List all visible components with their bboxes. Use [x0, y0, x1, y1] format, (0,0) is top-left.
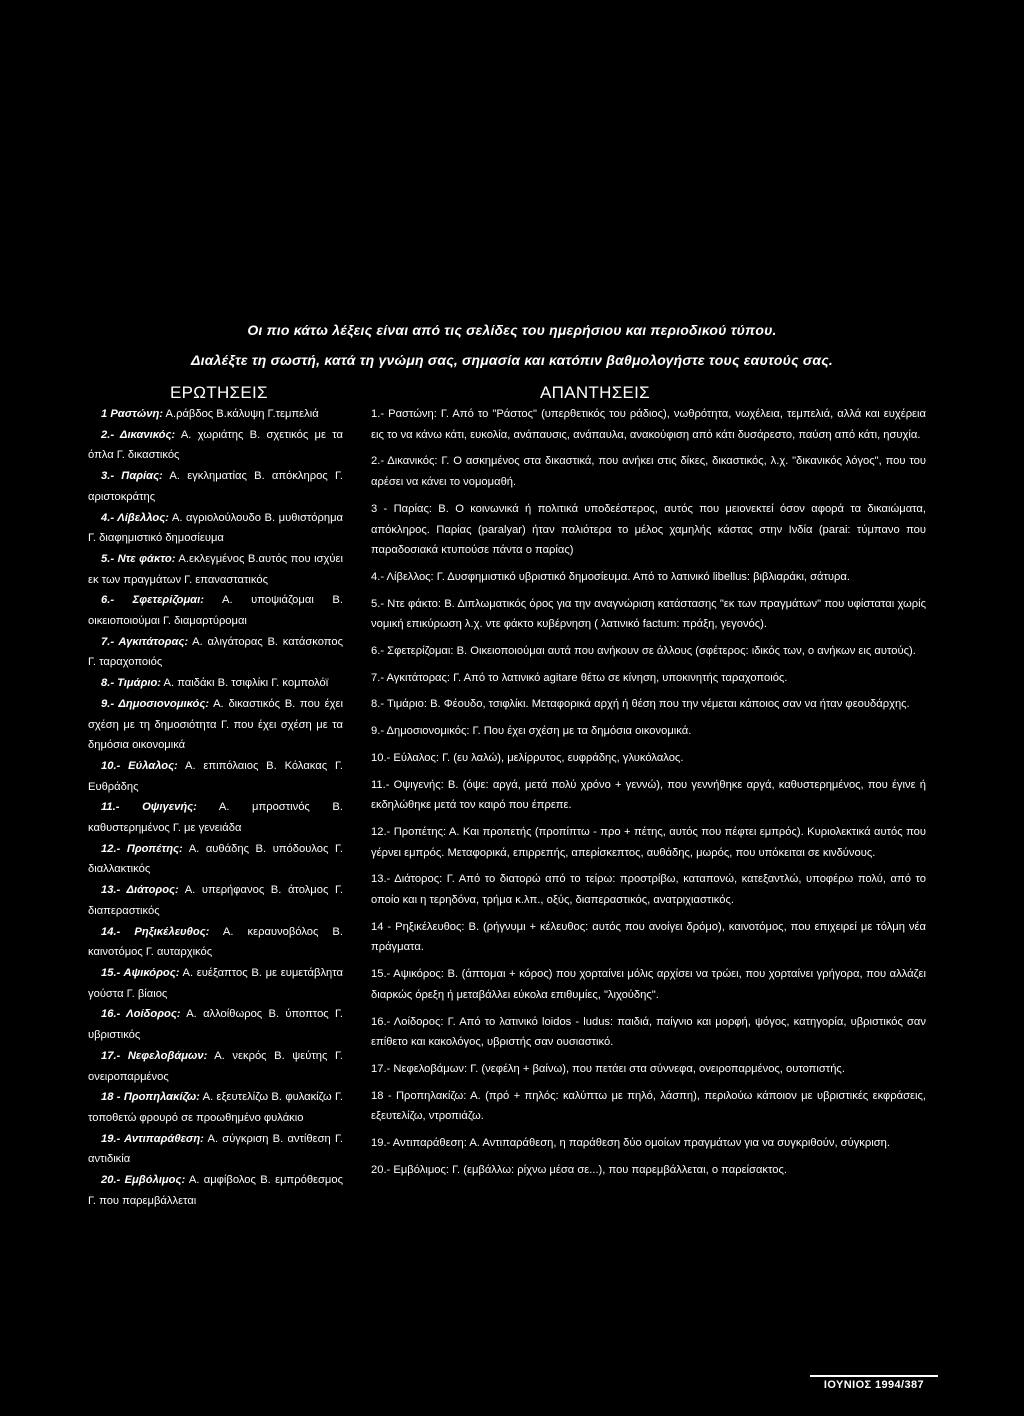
answer-item: 17.- Νεφελοβάμων: Γ. (νεφέλη + βαίνω), που πετάει στα σύννεφα, ονειροπαρμένος, ουτοπιστής.: [371, 1062, 845, 1075]
question-item: [88, 673, 343, 694]
question-options: Α. υπερήφανος Β. άτολμος Γ. διαπεραστικός: [88, 884, 343, 917]
answer-item: 9.- Δημοσιονομικός: Γ. Που έχει σχέση με τα δημόσια οικονομικά.: [371, 725, 692, 738]
question-term: 13.- Διάτορος:: [101, 884, 179, 897]
question-term: 16.- Λοίδορος:: [101, 1008, 181, 1021]
question-item: [88, 922, 343, 963]
question-term: 12.- Προπέτης:: [101, 842, 183, 855]
question-term: 9.- Δημοσιονομικός:: [101, 697, 210, 710]
question-options: Α. νεκρός Β. ψεύτης Γ. ονειροπαρμένος: [88, 1049, 343, 1083]
question-item: [88, 694, 343, 756]
questions-column: [88, 404, 343, 1211]
question-term: 6.- Σφετερίζομαι:: [101, 594, 204, 607]
question-options: Α. υποψιάζομαι Β. οικειοποιούμαι Γ. διαμαρτύρομαι: [88, 594, 343, 628]
answer-item: 2.- Δικανικός: Γ. Ο ασκημένος στα δικαστικά, που ανήκει στις δίκες, δικαστικός, λ.χ. "δικανικός λόγος", που του αρέσει να κάνει το νομομαθή.: [371, 455, 926, 489]
question-term: 18 - Προπηλακίζω:: [101, 1091, 200, 1104]
question-item: [88, 839, 343, 880]
question-term: 19.- Αντιπαράθεση:: [101, 1132, 204, 1145]
answer-item: 12.- Προπέτης: Α. Και προπετής (προπίπτω - προ + πέτης, αυτός που πέφτει εμπρός). Κυριολεκτικά αυτός που γέρνει εμπρός. Μεταφορικά, επιρρεπής, απερίσκεπτος, αυθάδης, μωρός, που υπόκειται σε κινδύνους.: [371, 825, 926, 859]
question-options: Α. δικαστικός Β. που έχει σχέση με τη δημοσιότητα Γ. που έχει σχέση με τα δημόσια οικονομικά: [88, 697, 343, 752]
question-options: Α. αμφίβολος Β. εμπρόθεσμος Γ. που παρεμβάλλεται: [88, 1174, 343, 1207]
question-term: 5.- Ντε φάκτο:: [101, 552, 176, 565]
answer-item: 19.- Αντιπαράθεση: Α. Αντιπαράθεση, η παράθεση δύο ομοίων πραγμάτων για να συγκριθούν, σύγκριση.: [371, 1137, 890, 1150]
page-footer: ΙΟΥΝΙΟΣ 1994/387: [810, 1375, 938, 1391]
answer-item: 7.- Αγκιτάτορας: Γ. Από το λατινικό agitare θέτω σε κίνηση, υποκινητής ταραχοποιός.: [371, 671, 788, 684]
question-term: 14.- Ρηξικέλευθος:: [101, 925, 210, 938]
question-item: [88, 756, 343, 797]
question-item: [88, 590, 343, 631]
question-item: [88, 466, 343, 507]
answer-item: 1.- Ραστώνη: Γ. Από το "Ράστος" (υπερθετικός του ράδιος), νωθρότητα, νωχέλεια, τεμπελιά, αλλά και ευχέρεια εις το να κάνω κάτι, ευκολία, ανάπαυσις, ανάπαυλα, ανακούφιση από κάτι δυσάρεστο, παύση από κάτι, ησυχία.: [371, 408, 926, 441]
answers-heading: ΑΠΑΝΤΗΣΕΙΣ: [540, 383, 650, 402]
question-term: 1 Ραστώνη:: [101, 408, 164, 420]
question-options: Α. εγκληματίας Β. απόκληρος Γ. αριστοκράτης: [88, 470, 343, 503]
answer-item: 18 - Προπηλακίζω: Α. (πρό + πηλός: καλύπτω με πηλό, λάσπη), περιλούω κάποιον με υβριστικές εκφράσεις, εξευτελίζω, ντροπιάζω.: [371, 1089, 926, 1123]
questions-heading: ΕΡΩΤΗΣΕΙΣ: [170, 383, 268, 402]
question-item: [88, 963, 343, 1004]
question-term: 17.- Νεφελοβάμων:: [101, 1049, 208, 1062]
answer-item: 15.- Αψικόρος: Β. (άπτομαι + κόρος) που χορταίνει μόλις αρχίσει να τρώει, που χορταίνει γρήγορα, που αλλάζει διαρκώς όρεξη ή μεταβάλλει εύκολα επιθυμίες, "λιχούδης".: [371, 968, 926, 1001]
question-term: 15.- Αψικόρος:: [101, 966, 180, 979]
question-options: Α.ράβδος Β.κάλυψη Γ.τεμπελιά: [165, 408, 319, 420]
question-item: [88, 797, 343, 838]
question-term: 3.- Παρίας:: [101, 470, 163, 483]
question-options: Α. επιπόλαιος Β. Κόλακας Γ. Ευθράδης: [88, 759, 343, 793]
answer-item: 3 - Παρίας: Β. Ο κοινωνικά ή πολιτικά υποδεέστερος, αυτός που μειονεκτεί όσον αφορά τα δικαιώματα, απόκληρος. Παρίας (paralyar) ήταν παλιότερα το μέλος χαμηλής κάστας στην Ινδία (parai: τύμπανο που παραδοσιακά κτυπούσε πάντα ο παρίας): [371, 502, 926, 557]
question-term: 20.- Εμβόλιμος:: [101, 1174, 186, 1187]
question-item: [88, 632, 343, 673]
question-item: [88, 404, 343, 425]
question-term: 4.- Λίβελλος:: [101, 511, 169, 524]
question-options: Α. αλιγάτορας Β. κατάσκοπος Γ. ταραχοποιός: [88, 635, 343, 669]
question-options: Α. παιδάκι Β. τσιφλίκι Γ. κομπολόϊ: [163, 677, 329, 690]
instructions-line-2: Διαλέξτε τη σωστή, κατά τη γνώμη σας, σημασία και κατόπιν βαθμολογήστε τους εαυτούς σας.: [191, 352, 833, 368]
answer-item: 4.- Λίβελλος: Γ. Δυσφημιστικό υβριστικό δημοσίευμα. Από το λατινικό libellus: βιβλιαράκι, σάτυρα.: [371, 570, 850, 583]
answer-item: 10.- Εύλαλος: Γ. (ευ λαλώ), μελίρρυτος, ευφράδης, γλυκόλαλος.: [371, 751, 684, 764]
question-options: Α.εκλεγμένος Β.αυτός που ισχύει εκ των πραγμάτων Γ. επαναστατικός: [88, 552, 343, 586]
question-options: Α. ευέξαπτος Β. με ευμετάβλητα γούστα Γ. βίαιος: [88, 966, 343, 1000]
answer-item: 6.- Σφετερίζομαι: Β. Οικειοποιούμαι αυτά που ανήκουν σε άλλους (σφέτερος: ιδικός των, ο ανήκων εις αυτούς).: [371, 645, 916, 658]
question-term: 11.- Οψιγενής:: [101, 801, 197, 814]
question-item: [88, 1046, 343, 1087]
answer-item: 14 - Ρηξικέλευθος: Β. (ρήγνυμι + κέλευθος: αυτός που ανοίγει δρόμο), καινοτόμος, που επιχειρεί με τόλμη νέα πράγματα.: [371, 920, 926, 954]
question-options: Α. μπροστινός Β. καθυστερημένος Γ. με γενειάδα: [88, 801, 344, 835]
answer-item: 8.- Τιμάριο: Β. Φέουδο, τσιφλίκι. Μεταφορικά αρχή ή θέση που την νέμεται κάποιος σαν να ήταν φεουδάρχης.: [371, 698, 910, 711]
question-term: 2.- Δικανικός:: [101, 428, 176, 441]
question-options: Α. αυθάδης Β. υπόδουλος Γ. διαλλακτικός: [88, 842, 343, 876]
question-item: [88, 1170, 343, 1211]
question-term: 10.- Εύλαλος:: [101, 759, 178, 772]
question-term: 7.- Αγκιτάτορας:: [101, 635, 189, 648]
question-options: Α. χωριάτης Β. σχετικός με τα όπλα Γ. δικαστικός: [88, 428, 343, 462]
question-options: Α. αγριολούλουδο Β. μυθιστόρημα Γ. διαφημιστικό δημοσίευμα: [88, 511, 343, 545]
question-item: [88, 1004, 343, 1045]
question-options: Α. κεραυνοβόλος Β. καινοτόμος Γ. αυταρχικός: [88, 925, 344, 959]
instructions-line-1: Οι πιο κάτω λέξεις είναι από τις σελίδες του ημερήσιου και περιοδικού τύπου.: [247, 322, 777, 338]
answer-item: 11.- Οψιγενής: Β. (όψε: αργά, μετά πολύ χρόνο + γεννώ), που γεννήθηκε αργά, καθυστερημένος, που έγινε ή εκδηλώθηκε μετά τον καιρό που έπρεπε.: [371, 778, 926, 812]
answer-item: 13.- Διάτορος: Γ. Από το διατορώ από το τείρω: προστρίβω, καταπονώ, κατεξαντλώ, υποφέρω πολύ, από το οποίο και η τερηδόνα, τρήμα κ.λπ., οξύς, διαπεραστικός, ανατριχιαστικός.: [371, 873, 926, 907]
question-item: [88, 1129, 343, 1170]
answer-item: 5.- Ντε φάκτο: Β. Διπλωματικός όρος για την αναγνώριση κατάστασης "εκ των πραγμάτων" που υφίσταται χωρίς νομική επικύρωση λ.χ. ντε φάκτο κυβέρνηση ( λατινικό factum: πράξη, γεγονός).: [371, 597, 926, 631]
answers-column: [371, 404, 926, 1181]
question-options: Α. εξευτελίζω Β. φυλακίζω Γ. τοποθετώ φρουρό σε προωθημένο φυλάκιο: [88, 1091, 343, 1124]
question-item: [88, 1087, 343, 1128]
question-options: Α. αλλοίθωρος Β. ύποπτος Γ. υβριστικός: [88, 1008, 344, 1042]
question-item: [88, 880, 343, 921]
answer-item: 20.- Εμβόλιμος: Γ. (εμβάλλω: ρίχνω μέσα σε...), που παρεμβάλλεται, ο παρείσακτος.: [371, 1163, 787, 1176]
question-item: [88, 549, 343, 590]
answer-item: 16.- Λοίδορος: Γ. Από το λατινικό loidos - ludus: παιδιά, παίγνιο και μορφή, ψόγος, κατηγορία, υβριστικός σαν επίθετο και κακολόγος, υβριστής σαν ουσιαστικό.: [371, 1015, 926, 1049]
question-item: [88, 425, 343, 466]
question-item: [88, 508, 343, 549]
question-term: 8.- Τιμάριο:: [101, 677, 162, 690]
question-options: Α. σύγκριση Β. αντίθεση Γ. αντιδικία: [88, 1132, 343, 1166]
